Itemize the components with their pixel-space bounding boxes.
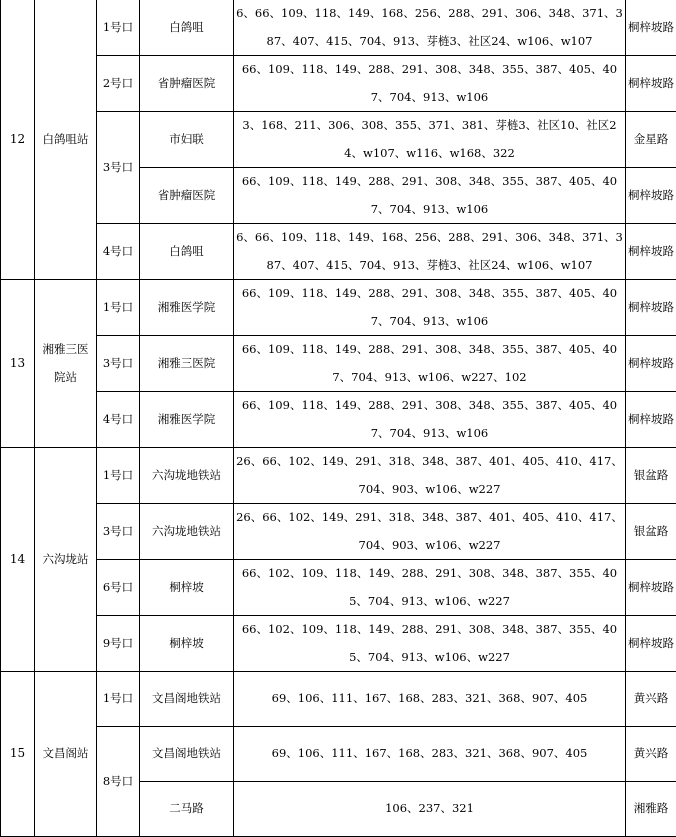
bus-stop-name-cell: 文昌阁地铁站 <box>140 672 234 727</box>
road-name-cell: 桐梓坡路 <box>626 0 676 56</box>
table-row <box>1 280 676 336</box>
table-row <box>1 112 676 168</box>
station-exit-cell: 3号口 <box>97 336 140 392</box>
station-exit-cell: 3号口 <box>97 112 140 224</box>
road-name-cell: 桐梓坡路 <box>626 280 676 336</box>
bus-lines-cell: 26、66、102、149、291、318、348、387、401、405、410、417、704、903、w106、w227 <box>234 504 626 560</box>
station-exit-cell: 9号口 <box>97 616 140 672</box>
bus-lines-cell: 26、66、102、149、291、318、348、387、401、405、410、417、704、903、w106、w227 <box>234 448 626 504</box>
metro-station-cell: 六沟垅站 <box>35 448 97 672</box>
bus-lines-cell: 66、109、118、149、288、291、308、348、355、387、405、407、704、913、w106 <box>234 56 626 112</box>
bus-lines-cell: 69、106、111、167、168、283、321、368、907、405 <box>234 672 626 727</box>
road-name-cell: 桐梓坡路 <box>626 560 676 616</box>
road-name-cell: 银盆路 <box>626 504 676 560</box>
bus-lines-cell: 106、237、321 <box>234 782 626 837</box>
station-exit-cell: 2号口 <box>97 56 140 112</box>
sequence-number-cell: 14 <box>1 448 35 672</box>
sequence-number-cell: 12 <box>1 0 35 280</box>
bus-stop-name-cell: 文昌阁地铁站 <box>140 727 234 782</box>
bus-stop-name-cell: 六沟垅地铁站 <box>140 448 234 504</box>
station-exit-cell: 6号口 <box>97 560 140 616</box>
bus-lines-cell: 66、109、118、149、288、291、308、348、355、387、405、407、704、913、w106 <box>234 168 626 224</box>
bus-stop-name-cell: 市妇联 <box>140 112 234 168</box>
bus-stop-name-cell: 湘雅医学院 <box>140 280 234 336</box>
bus-lines-cell: 66、109、118、149、288、291、308、348、355、387、405、407、704、913、w106 <box>234 392 626 448</box>
sequence-number-cell: 15 <box>1 672 35 837</box>
road-name-cell: 金星路 <box>626 112 676 168</box>
metro-station-cell: 文昌阁站 <box>35 672 97 837</box>
sequence-number-cell: 13 <box>1 280 35 448</box>
metro-station-cell: 白鸽咀站 <box>35 0 97 280</box>
road-name-cell: 桐梓坡路 <box>626 336 676 392</box>
bus-stop-name-cell: 桐梓坡 <box>140 560 234 616</box>
table-body <box>1 0 676 837</box>
station-exit-cell: 3号口 <box>97 504 140 560</box>
bus-stop-name-cell: 湘雅医学院 <box>140 392 234 448</box>
table-row <box>1 336 676 392</box>
road-name-cell: 银盆路 <box>626 448 676 504</box>
bus-stop-name-cell: 省肿瘤医院 <box>140 168 234 224</box>
bus-lines-cell: 66、102、109、118、149、288、291、308、348、387、355、405、704、913、w106、w227 <box>234 560 626 616</box>
road-name-cell: 黄兴路 <box>626 727 676 782</box>
bus-lines-cell: 66、102、109、118、149、288、291、308、348、387、355、405、704、913、w106、w227 <box>234 616 626 672</box>
table-row <box>1 672 676 727</box>
station-exit-cell: 8号口 <box>97 727 140 837</box>
road-name-cell: 桐梓坡路 <box>626 224 676 280</box>
table-row <box>1 616 676 672</box>
station-exit-cell: 1号口 <box>97 448 140 504</box>
table-row <box>1 727 676 782</box>
bus-stop-name-cell: 白鸽咀 <box>140 224 234 280</box>
bus-stop-name-cell: 白鸽咀 <box>140 0 234 56</box>
road-name-cell: 湘雅路 <box>626 782 676 837</box>
road-name-cell: 黄兴路 <box>626 672 676 727</box>
bus-lines-cell: 6、66、109、118、149、168、256、288、291、306、348、371、387、407、415、704、913、芽梿3、社区24、w106、w107 <box>234 224 626 280</box>
bus-stop-name-cell: 桐梓坡 <box>140 616 234 672</box>
table-row <box>1 560 676 616</box>
bus-lines-cell: 69、106、111、167、168、283、321、368、907、405 <box>234 727 626 782</box>
table-row <box>1 392 676 448</box>
station-exit-cell: 4号口 <box>97 392 140 448</box>
table-row <box>1 504 676 560</box>
table-row <box>1 224 676 280</box>
road-name-cell: 桐梓坡路 <box>626 392 676 448</box>
bus-stop-name-cell: 六沟垅地铁站 <box>140 504 234 560</box>
station-exit-cell: 1号口 <box>97 0 140 56</box>
bus-lines-cell: 66、109、118、149、288、291、308、348、355、387、405、407、704、913、w106 <box>234 280 626 336</box>
bus-stop-name-cell: 二马路 <box>140 782 234 837</box>
bus-lines-cell: 6、66、109、118、149、168、256、288、291、306、348、371、387、407、415、704、913、芽梿3、社区24、w106、w107 <box>234 0 626 56</box>
road-name-cell: 桐梓坡路 <box>626 616 676 672</box>
bus-stop-name-cell: 省肿瘤医院 <box>140 56 234 112</box>
table-row <box>1 448 676 504</box>
road-name-cell: 桐梓坡路 <box>626 56 676 112</box>
table-row <box>1 56 676 112</box>
bus-lines-cell: 3、168、211、306、308、355、371、381、芽梿3、社区10、社区24、w107、w116、w168、322 <box>234 112 626 168</box>
road-name-cell: 桐梓坡路 <box>626 168 676 224</box>
table-row <box>1 0 676 56</box>
station-exit-cell: 1号口 <box>97 280 140 336</box>
station-exit-cell: 4号口 <box>97 224 140 280</box>
bus-stop-name-cell: 湘雅三医院 <box>140 336 234 392</box>
station-exit-cell: 1号口 <box>97 672 140 727</box>
bus-lines-cell: 66、109、118、149、288、291、308、348、355、387、405、407、704、913、w106、w227、102 <box>234 336 626 392</box>
metro-station-cell: 湘雅三医院站 <box>35 280 97 448</box>
